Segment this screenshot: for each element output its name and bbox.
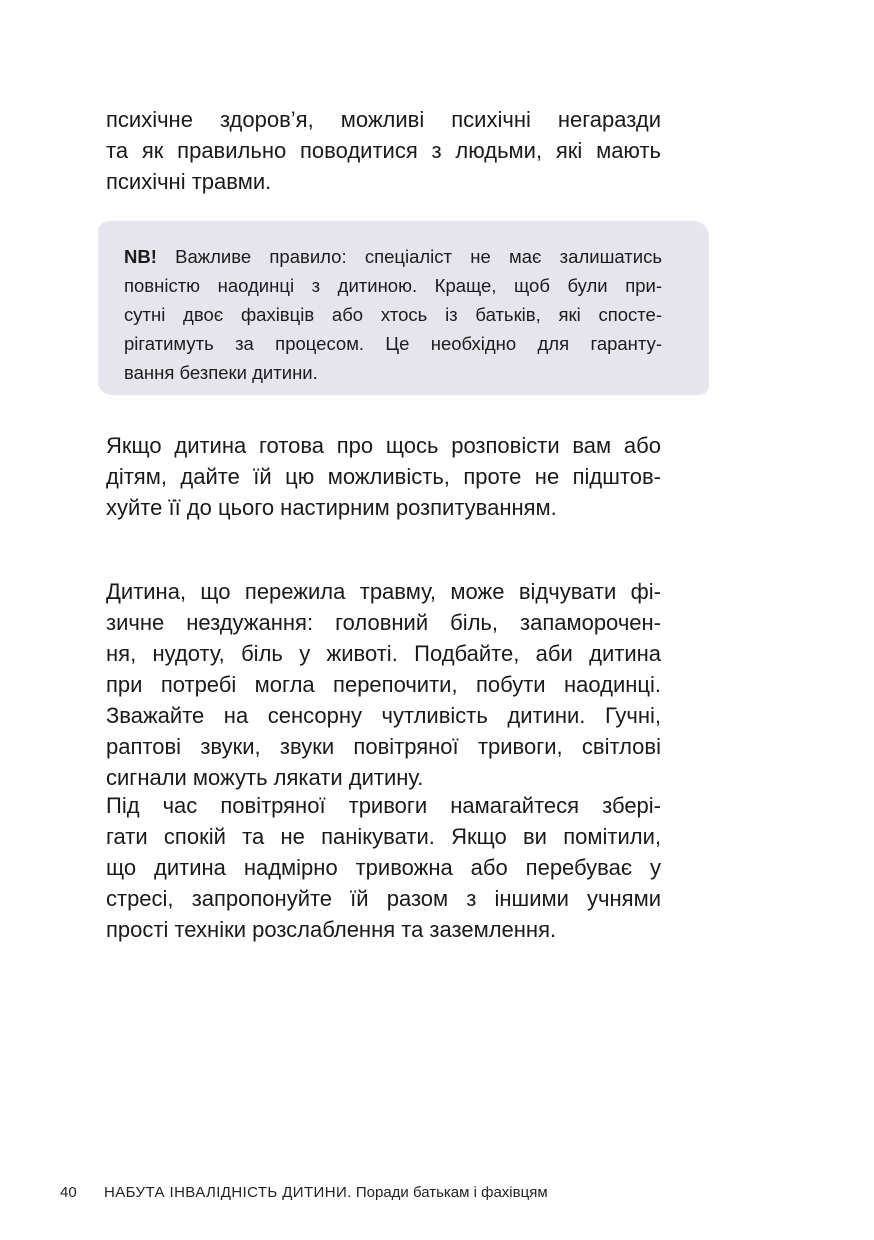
text-line: що дитина надмірно тривожна або перебуває у [106, 855, 661, 880]
text-line: прості техніки розслаблення та заземлення. [106, 917, 557, 942]
note-line-text: Важливе правило: спеціаліст не має залишатись [156, 246, 662, 267]
footer-title-rest: Поради батькам і фахівцям [351, 1184, 548, 1201]
text-line: гати спокій та не панікувати. Якщо ви помітили, [106, 824, 661, 849]
paragraph-air-raid [106, 790, 661, 945]
text-line: психічні травми. [106, 169, 272, 194]
footer-title-caps: НАБУТА ІНВАЛІДНІСТЬ ДИТИНИ. [104, 1184, 352, 1201]
note-line: сутні двоє фахівців або хтось із батьків, які спосте- [124, 304, 662, 325]
note-line [124, 242, 662, 271]
note-line: вання безпеки дитини. [124, 362, 318, 383]
text-line: Зважайте на сенсорну чутливість дитини. Гучні, [106, 703, 661, 728]
text-line: психічне здоров’я, можливі психічні негаразди [106, 107, 661, 132]
text-line: та як правильно поводитися з людьми, які мають [106, 138, 661, 163]
text-line: хуйте її до цього настирним розпитуванням. [106, 495, 557, 520]
note-text [124, 242, 662, 387]
text-line: Під час повітряної тривоги намагайтеся збері- [106, 793, 661, 818]
text-line: сигнали можуть лякати дитину. [106, 765, 424, 790]
text-line: Дитина, що пережила травму, може відчувати фі- [106, 579, 661, 604]
text-line: дітям, дайте їй цю можливість, проте не підштов- [106, 464, 661, 489]
text-line: ня, нудоту, біль у животі. Подбайте, аби дитина [106, 641, 661, 666]
page-number: 40 [60, 1184, 77, 1201]
paragraph-physical-discomfort [106, 576, 661, 793]
text-line: Якщо дитина готова про щось розповісти вам або [106, 433, 661, 458]
text-line: зичне нездужання: головний біль, запаморочен- [106, 610, 661, 635]
paragraph-child-ready-to-talk [106, 430, 661, 523]
paragraph-intro-continuation [106, 104, 661, 197]
text-line: стресі, запропонуйте їй разом з іншими учнями [106, 886, 661, 911]
note-line: повністю наодинці з дитиною. Краще, щоб були при- [124, 275, 662, 296]
text-line: раптові звуки, звуки повітряної тривоги, світлові [106, 734, 661, 759]
text-line: при потребі могла перепочити, побути наодинці. [106, 672, 661, 697]
note-line: рігатимуть за процесом. Це необхідно для гаранту- [124, 333, 662, 354]
page-footer [60, 1183, 548, 1203]
note-label: NB! [124, 246, 157, 267]
